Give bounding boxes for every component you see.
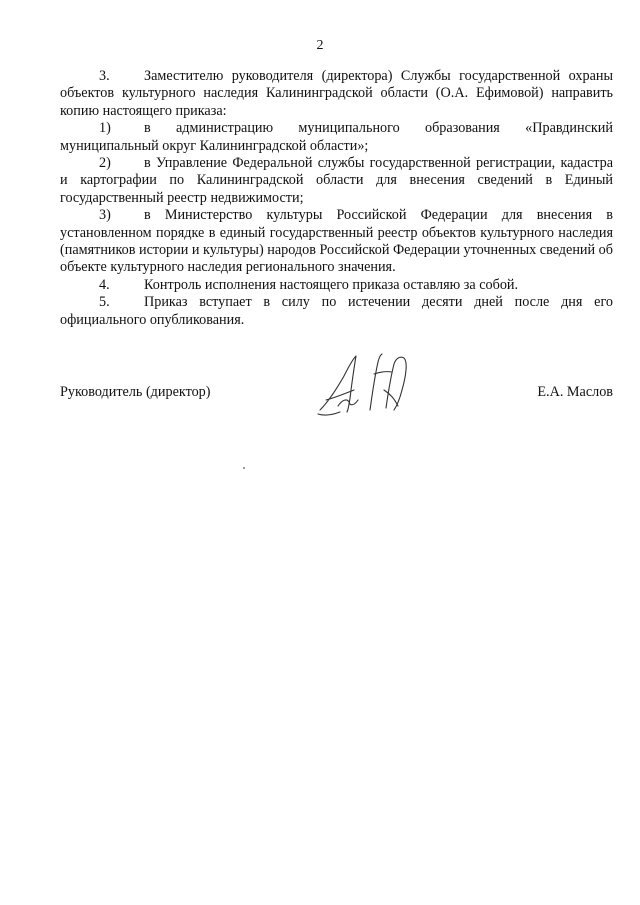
paragraph-text: в Управление Федеральной службы государственной регистрации, кадастра и картографии по Калининградской области для внесения сведений в Единый государственный реестр недвижимости; — [60, 155, 613, 206]
paragraph-3 — [60, 68, 613, 120]
page-number: 2 — [316, 38, 324, 53]
signature-block — [60, 380, 613, 430]
paragraph-number: 5. — [99, 294, 110, 311]
paragraph-3-3 — [60, 207, 613, 277]
paragraph-number: 3) — [99, 207, 111, 224]
paragraph-number: 4. — [99, 276, 110, 293]
signatory-name: Е.А. Маслов — [537, 384, 613, 400]
paragraph-3-1 — [60, 120, 613, 155]
paragraph-text: в Министерство культуры Российской Федерации для внесения в установленном порядке в единый государственный реестр объектов культурного наследия (памятников истории и культуры) народов Российской Федерации уточненных сведений об объекте культурного наследия регионального значения. — [60, 207, 613, 276]
handwritten-signature-icon — [314, 350, 424, 420]
paragraph-number: 3. — [99, 68, 110, 84]
paragraph-3-2 — [60, 155, 613, 207]
paragraph-text: Приказ вступает в силу по истечении десяти дней после дня его официального опубликования. — [60, 294, 613, 328]
paragraph-number: 2) — [99, 155, 111, 172]
paragraph-text: в администрацию муниципального образования «Правдинский муниципальный округ Калининградской области»; — [60, 120, 613, 154]
paragraph-5 — [60, 294, 613, 329]
paragraph-4 — [60, 277, 613, 294]
document-body — [60, 68, 613, 329]
paragraph-text: Контроль исполнения настоящего приказа оставляю за собой. — [144, 276, 519, 293]
signatory-title: Руководитель (директор) — [60, 384, 211, 400]
paragraph-number: 1) — [99, 120, 111, 137]
paragraph-text: Заместителю руководителя (директора) Службы государственной охраны объектов культурного наследия Калининградской области (О.А. Ефимовой) направить копию настоящего приказа: — [60, 68, 613, 119]
scan-artifact — [243, 467, 245, 469]
